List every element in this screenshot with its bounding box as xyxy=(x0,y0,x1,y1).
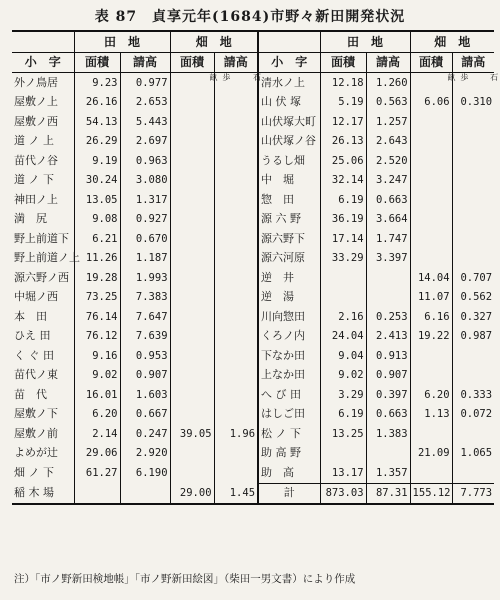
right-hata-area-cell xyxy=(410,249,452,269)
right-den-koku-cell: 87.31 xyxy=(366,483,410,504)
table-row xyxy=(12,190,494,210)
right-den-koku-cell: 0.253 xyxy=(366,307,410,327)
right-den-koku-cell: 3.397 xyxy=(366,249,410,269)
table-row xyxy=(12,424,494,444)
right-hata-area-cell: 6.20 xyxy=(410,385,452,405)
table-row xyxy=(12,93,494,113)
right-hata-area-cell: 155.12 xyxy=(410,483,452,504)
table-row xyxy=(12,385,494,405)
left-hata-area-cell: 39.05 xyxy=(170,424,214,444)
left-den-koku-cell: 0.953 xyxy=(120,346,170,366)
header-ukedaka: 請高 xyxy=(214,52,258,73)
right-den-koku-cell xyxy=(366,288,410,308)
right-hata-area-cell xyxy=(410,229,452,249)
left-hata-koku-cell xyxy=(214,327,258,347)
left-den-area-cell: 54.13 xyxy=(74,112,120,132)
left-hata-koku-cell xyxy=(214,171,258,191)
left-den-area-cell xyxy=(74,483,120,504)
right-koaza-cell: 山 伏 塚 xyxy=(258,93,320,113)
right-den-koku-cell: 1.257 xyxy=(366,112,410,132)
left-koaza-cell: 屋敷ノ下 xyxy=(12,405,74,425)
left-den-koku-cell: 5.443 xyxy=(120,112,170,132)
left-den-koku-cell: 1.993 xyxy=(120,268,170,288)
right-hata-koku-cell: 0.327 xyxy=(460,310,493,323)
left-den-area-cell: 16.01 xyxy=(74,385,120,405)
left-koaza-cell: 神田ノ上 xyxy=(12,190,74,210)
right-den-koku-cell: 0.563 xyxy=(366,93,410,113)
left-hata-koku-cell xyxy=(214,444,258,464)
header-ukedaka: 請高 xyxy=(120,52,170,73)
right-hata-koku-cell: 0.072 xyxy=(460,408,493,421)
right-hata-koku-cell: 0.310 xyxy=(460,96,493,109)
left-hata-area-cell xyxy=(170,346,214,366)
left-den-area-cell: 9.23 xyxy=(74,73,120,93)
left-hata-koku-cell xyxy=(214,268,258,288)
left-koaza-cell: 本 田 xyxy=(12,307,74,327)
right-den-koku-cell: 1.747 xyxy=(366,229,410,249)
left-koaza-cell: 稲 木 場 xyxy=(12,483,74,504)
left-koaza-cell: 満 尻 xyxy=(12,210,74,230)
left-hata-area-cell xyxy=(170,366,214,386)
table-row xyxy=(12,229,494,249)
right-koaza-cell: 逆 井 xyxy=(258,268,320,288)
left-koaza-cell: 野上前道下 xyxy=(12,229,74,249)
left-den-area-cell: 9.19 xyxy=(74,151,120,171)
table-row xyxy=(12,268,494,288)
left-den-area-cell: 30.24 xyxy=(74,171,120,191)
right-den-area-cell: 9.04 xyxy=(320,346,366,366)
left-koaza-cell: 苗 代 xyxy=(12,385,74,405)
right-hata-area-cell xyxy=(410,171,452,191)
header-den-right: 田 地 xyxy=(320,31,410,52)
left-den-area-cell: 6.21 xyxy=(74,229,120,249)
right-hata-koku-cell xyxy=(452,366,494,386)
left-hata-koku-cell xyxy=(214,190,258,210)
right-den-area-cell: 12.17 xyxy=(320,112,366,132)
left-den-koku-cell: 0.963 xyxy=(120,151,170,171)
header-den-left: 田 地 xyxy=(74,31,170,52)
right-den-koku-cell: 0.663 xyxy=(366,405,410,425)
table-row xyxy=(12,132,494,152)
left-koaza-cell: く ぐ 田 xyxy=(12,346,74,366)
left-hata-area-cell xyxy=(170,171,214,191)
right-koaza-cell: 源六河原 xyxy=(258,249,320,269)
left-koaza-cell: 中堀ノ西 xyxy=(12,288,74,308)
right-den-area-cell xyxy=(320,288,366,308)
right-den-area-cell: 26.13 xyxy=(320,132,366,152)
right-koaza-cell: 源 六 野 xyxy=(258,210,320,230)
left-hata-area-cell xyxy=(170,229,214,249)
header-hata-right: 畑 地 xyxy=(410,31,494,52)
left-den-koku-cell: 7.647 xyxy=(120,307,170,327)
left-hata-area-cell xyxy=(170,463,214,483)
header-menseki: 面積 xyxy=(320,52,366,73)
right-hata-area-cell: 14.04 xyxy=(410,268,452,288)
left-den-area-cell: 11.26 xyxy=(74,249,120,269)
left-hata-area-cell xyxy=(170,385,214,405)
header-koaza-right: 小 字 xyxy=(258,52,320,73)
right-den-koku-cell: 3.247 xyxy=(366,171,410,191)
left-den-area-cell: 26.16 xyxy=(74,93,120,113)
left-hata-area-cell xyxy=(170,210,214,230)
right-hata-area-cell xyxy=(410,151,452,171)
right-den-area-cell: 6.19 xyxy=(320,190,366,210)
left-koaza-cell: 屋敷ノ上 xyxy=(12,93,74,113)
left-hata-area-cell xyxy=(170,307,214,327)
right-den-area-cell xyxy=(320,444,366,464)
right-hata-koku-cell xyxy=(452,424,494,444)
left-koaza-cell: 道 ノ 下 xyxy=(12,171,74,191)
left-den-koku-cell: 0.247 xyxy=(120,424,170,444)
right-koaza-cell: 山伏塚大町 xyxy=(258,112,320,132)
right-koaza-cell: 川向惣田 xyxy=(258,307,320,327)
right-hata-area-cell: 19.22 xyxy=(410,327,452,347)
right-hata-area-cell: 6.06 xyxy=(410,93,452,113)
right-den-area-cell: 3.29 xyxy=(320,385,366,405)
right-den-koku-cell: 1.383 xyxy=(366,424,410,444)
right-den-koku-cell: 2.643 xyxy=(366,132,410,152)
left-hata-area-cell xyxy=(170,151,214,171)
left-hata-area-cell xyxy=(170,190,214,210)
right-den-area-cell: 9.02 xyxy=(320,366,366,386)
header-hata-left: 畑 地 xyxy=(170,31,258,52)
left-hata-koku-cell xyxy=(214,210,258,230)
right-den-koku-cell: 0.397 xyxy=(366,385,410,405)
right-den-area-cell: 6.19 xyxy=(320,405,366,425)
right-hata-koku-cell xyxy=(452,346,494,366)
development-table xyxy=(12,30,499,505)
right-hata-area-cell xyxy=(410,210,452,230)
header-row-groups xyxy=(12,31,494,52)
left-hata-area-cell xyxy=(170,288,214,308)
left-den-koku-cell: 1.317 xyxy=(120,190,170,210)
right-den-area-cell: 873.03 xyxy=(320,483,366,504)
left-den-area-cell: 9.02 xyxy=(74,366,120,386)
left-hata-koku-cell xyxy=(214,307,258,327)
left-hata-koku-cell xyxy=(214,405,258,425)
right-hata-koku-cell: 0.987 xyxy=(460,330,493,343)
left-hata-area-cell: 29.00 xyxy=(170,483,214,504)
left-den-area-cell: 29.06 xyxy=(74,444,120,464)
table-row xyxy=(12,405,494,425)
left-den-area-cell: 9.16 xyxy=(74,346,120,366)
header-menseki: 面積 xyxy=(410,52,452,73)
right-den-koku-cell xyxy=(366,268,410,288)
left-hata-koku-cell xyxy=(214,346,258,366)
right-hata-area-cell xyxy=(410,366,452,386)
right-den-koku-cell: 1.357 xyxy=(366,463,410,483)
right-hata-koku-cell xyxy=(452,132,494,152)
left-koaza-cell: 苗代ノ東 xyxy=(12,366,74,386)
right-den-area-cell: 5.19 xyxy=(320,93,366,113)
right-den-koku-cell: 2.413 xyxy=(366,327,410,347)
left-den-koku-cell: 2.920 xyxy=(120,444,170,464)
left-hata-koku-cell xyxy=(214,249,258,269)
right-koaza-cell: 逆 湯 xyxy=(258,288,320,308)
right-koaza-cell: 松 ノ 下 xyxy=(258,424,320,444)
right-hata-koku-cell xyxy=(452,229,494,249)
left-den-koku-cell: 2.653 xyxy=(120,93,170,113)
right-hata-koku-cell xyxy=(452,72,499,93)
right-den-area-cell: 17.14 xyxy=(320,229,366,249)
left-hata-area-cell xyxy=(170,268,214,288)
header-menseki: 面積 xyxy=(170,52,214,73)
left-den-koku-cell: 6.190 xyxy=(120,463,170,483)
right-den-koku-cell: 2.520 xyxy=(366,151,410,171)
left-koaza-cell: よめが辻 xyxy=(12,444,74,464)
table-title: 表 87 貞享元年(1684)市野々新田開発状況 xyxy=(94,9,406,25)
table-row xyxy=(12,112,494,132)
right-hata-area-cell xyxy=(410,190,452,210)
left-den-area-cell: 6.20 xyxy=(74,405,120,425)
left-hata-area-cell xyxy=(170,72,231,93)
left-koaza-cell: 屋敷ノ前 xyxy=(12,424,74,444)
right-hata-koku-cell: 0.707 xyxy=(460,271,493,284)
right-hata-area-cell xyxy=(410,112,452,132)
right-den-area-cell: 25.06 xyxy=(320,151,366,171)
right-hata-koku-cell xyxy=(452,190,494,210)
right-koaza-cell: 助 高 xyxy=(258,463,320,483)
header-ukedaka: 請高 xyxy=(461,55,486,70)
left-hata-area-cell xyxy=(170,327,214,347)
left-hata-koku-cell: 1.96 xyxy=(214,424,258,444)
left-den-koku-cell: 1.603 xyxy=(120,385,170,405)
right-koaza-cell: 山伏塚ノ谷 xyxy=(258,132,320,152)
right-koaza-cell: 源六野下 xyxy=(258,229,320,249)
left-hata-area-cell xyxy=(170,112,214,132)
left-hata-area-cell xyxy=(170,132,214,152)
left-hata-koku-cell xyxy=(214,385,258,405)
left-hata-koku-cell xyxy=(214,132,258,152)
right-koaza-cell: はしご田 xyxy=(258,405,320,425)
header-row-columns xyxy=(12,52,494,73)
left-koaza-cell: 苗代ノ谷 xyxy=(12,151,74,171)
right-den-koku-cell: 3.664 xyxy=(366,210,410,230)
table-row xyxy=(12,73,494,93)
right-den-area-cell: 33.29 xyxy=(320,249,366,269)
left-hata-koku-cell: 1.45 xyxy=(214,483,258,504)
table-row xyxy=(12,151,494,171)
left-hata-koku-cell xyxy=(214,93,258,113)
left-den-area-cell: 76.14 xyxy=(74,307,120,327)
left-den-koku-cell: 7.383 xyxy=(120,288,170,308)
right-hata-koku-cell: 7.773 xyxy=(452,483,494,504)
right-den-area-cell: 12.18 xyxy=(320,73,366,93)
left-hata-koku-cell xyxy=(214,463,258,483)
left-hata-area-cell xyxy=(170,444,214,464)
table-row xyxy=(12,483,494,504)
right-hata-area-cell: 11.07 xyxy=(410,288,452,308)
unit-label: 畝 歩 xyxy=(209,72,231,82)
right-koaza-cell: 清水ノ上 xyxy=(258,73,320,93)
unit-label: 石 xyxy=(490,72,499,82)
left-hata-area-cell xyxy=(170,93,214,113)
left-den-koku-cell: 0.927 xyxy=(120,210,170,230)
right-den-koku-cell: 0.907 xyxy=(366,366,410,386)
right-den-area-cell: 24.04 xyxy=(320,327,366,347)
right-koaza-cell: 計 xyxy=(258,483,320,504)
right-hata-koku-cell: 1.065 xyxy=(460,447,493,460)
table-row xyxy=(12,210,494,230)
left-koaza-cell: 野上前道ノ上 xyxy=(12,249,74,269)
left-den-koku-cell: 2.697 xyxy=(120,132,170,152)
right-koaza-cell: 下なか田 xyxy=(258,346,320,366)
left-hata-koku-cell xyxy=(214,72,262,93)
right-hata-area-cell xyxy=(410,72,469,93)
table-row xyxy=(12,444,494,464)
left-koaza-cell: 畑 ノ 下 xyxy=(12,463,74,483)
header-ukedaka: 請高 xyxy=(366,52,410,73)
right-hata-koku-cell xyxy=(452,210,494,230)
right-hata-koku-cell: 0.562 xyxy=(460,291,493,304)
left-den-koku-cell: 0.977 xyxy=(120,73,170,93)
right-den-koku-cell: 0.663 xyxy=(366,190,410,210)
right-hata-koku-cell xyxy=(452,112,494,132)
left-hata-area-cell xyxy=(170,249,214,269)
left-den-area-cell: 9.08 xyxy=(74,210,120,230)
right-den-koku-cell: 0.913 xyxy=(366,346,410,366)
right-hata-area-cell: 1.13 xyxy=(410,405,452,425)
left-hata-koku-cell xyxy=(214,112,258,132)
left-koaza-cell: 源六野ノ西 xyxy=(12,268,74,288)
left-koaza-cell: 外ノ鳥居 xyxy=(12,73,74,93)
left-hata-koku-cell xyxy=(214,229,258,249)
right-hata-area-cell xyxy=(410,346,452,366)
left-hata-koku-cell xyxy=(214,288,258,308)
right-koaza-cell: 助 高 野 xyxy=(258,444,320,464)
left-den-area-cell: 61.27 xyxy=(74,463,120,483)
right-den-koku-cell: 1.260 xyxy=(366,73,410,93)
left-den-koku-cell: 7.639 xyxy=(120,327,170,347)
right-den-area-cell: 13.17 xyxy=(320,463,366,483)
left-koaza-cell: ひえ 田 xyxy=(12,327,74,347)
right-den-area-cell xyxy=(320,268,366,288)
right-hata-area-cell xyxy=(410,424,452,444)
right-koaza-cell: くろノ内 xyxy=(258,327,320,347)
right-koaza-cell: 中 堀 xyxy=(258,171,320,191)
table-row xyxy=(12,327,494,347)
right-den-area-cell: 2.16 xyxy=(320,307,366,327)
table-row xyxy=(12,366,494,386)
table-row xyxy=(12,288,494,308)
left-den-area-cell: 13.05 xyxy=(74,190,120,210)
left-den-koku-cell: 0.670 xyxy=(120,229,170,249)
right-koaza-cell: うるし畑 xyxy=(258,151,320,171)
right-hata-koku-cell xyxy=(452,151,494,171)
left-den-koku-cell: 1.187 xyxy=(120,249,170,269)
left-den-koku-cell xyxy=(120,483,170,504)
header-menseki: 面積 xyxy=(74,52,120,73)
left-den-area-cell: 26.29 xyxy=(74,132,120,152)
right-den-area-cell: 36.19 xyxy=(320,210,366,230)
left-den-koku-cell: 3.080 xyxy=(120,171,170,191)
right-hata-area-cell xyxy=(410,463,452,483)
left-den-area-cell: 73.25 xyxy=(74,288,120,308)
source-note: 注）「市ノ野新田検地帳」「市ノ野新田絵図」（柴田一男文書）により作成 xyxy=(14,573,356,585)
unit-label: 畝 歩 xyxy=(447,72,469,82)
table-row xyxy=(12,249,494,269)
unit-label: 石 xyxy=(253,72,262,82)
left-den-area-cell: 76.12 xyxy=(74,327,120,347)
table-row xyxy=(12,307,494,327)
right-koaza-cell: へ び 田 xyxy=(258,385,320,405)
left-den-koku-cell: 0.907 xyxy=(120,366,170,386)
left-hata-area-cell xyxy=(170,405,214,425)
header-koaza-left: 小 字 xyxy=(12,52,74,73)
left-den-koku-cell: 0.667 xyxy=(120,405,170,425)
right-koaza-cell: 上なか田 xyxy=(258,366,320,386)
right-den-area-cell: 32.14 xyxy=(320,171,366,191)
right-hata-koku-cell xyxy=(452,171,494,191)
table-row xyxy=(12,346,494,366)
right-hata-koku-cell xyxy=(452,249,494,269)
right-hata-koku-cell xyxy=(452,463,494,483)
right-hata-area-cell: 21.09 xyxy=(410,444,452,464)
right-hata-koku-cell: 0.333 xyxy=(460,388,493,401)
right-den-koku-cell xyxy=(366,444,410,464)
right-hata-area-cell xyxy=(410,132,452,152)
right-hata-area-cell: 6.16 xyxy=(410,307,452,327)
left-den-area-cell: 2.14 xyxy=(74,424,120,444)
table-row xyxy=(12,171,494,191)
table-row xyxy=(12,463,494,483)
left-koaza-cell: 道 ノ 上 xyxy=(12,132,74,152)
right-koaza-cell: 惣 田 xyxy=(258,190,320,210)
left-koaza-cell: 屋敷ノ西 xyxy=(12,112,74,132)
left-hata-koku-cell xyxy=(214,151,258,171)
left-den-area-cell: 19.28 xyxy=(74,268,120,288)
left-hata-koku-cell xyxy=(214,366,258,386)
right-den-area-cell: 13.25 xyxy=(320,424,366,444)
